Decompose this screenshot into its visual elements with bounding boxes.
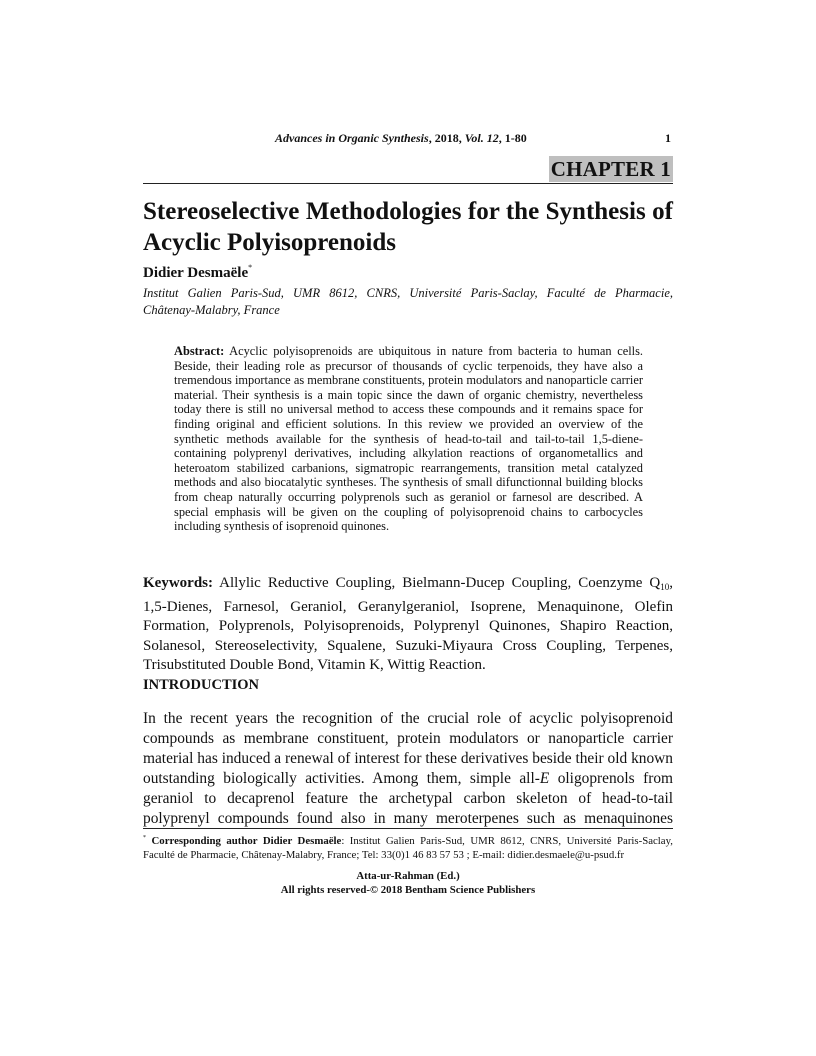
footnote-line-2: Faculté de Pharmacie, Châtenay-Malabry, France; Tel: 33(0)1 46 83 57 53 ; E-mail: didier.desmaele@u-psud.fr	[143, 849, 625, 861]
journal-name: Advances in Organic Synthesis	[275, 131, 429, 145]
intro-text-1: In the recent years the recognition of the crucial role of acyclic polyisoprenoid compounds as membrane constituent, protein modulators or nanoparticle carrier material has induced a renewal of interest for these derivatives beside their old known outstanding biologically activities. Among them, simple all-	[143, 710, 673, 787]
abstract-label: Abstract:	[174, 344, 225, 358]
author-name	[143, 263, 252, 282]
imprint	[143, 870, 673, 897]
affiliation-line-1: Institut Galien Paris-Sud, UMR 8612, CNRS, Université Paris-Saclay, Faculté de Pharmacie,	[143, 286, 673, 300]
footnote-marker: *	[143, 835, 146, 841]
keywords-subscript: 10	[660, 582, 670, 592]
journal-year: , 2018,	[428, 131, 465, 145]
author-name-text: Didier Desmaële	[143, 265, 249, 281]
journal-pages: , 1-80	[498, 131, 527, 145]
chapter-label: CHAPTER 1	[550, 157, 671, 181]
abstract	[174, 344, 643, 534]
footnote-bold-label: Corresponding author Didier Desmaële	[151, 835, 342, 847]
journal-volume: Vol. 12	[464, 131, 499, 145]
keywords	[143, 574, 673, 676]
keywords-text-1: Allylic Reductive Coupling, Bielmann-Ducep Coupling, Coenzyme Q	[213, 575, 661, 591]
chapter-label-row	[143, 156, 673, 183]
affiliation-line-2: Châtenay-Malabry, France	[143, 303, 280, 317]
footnote-line-1	[143, 831, 673, 848]
intro-italic-e: E	[539, 770, 550, 787]
abstract-text: Acyclic polyisoprenoids are ubiquitous in nature from bacteria to human cells. Beside, their leading role as precursor of thousands of cyclic terpenoids, they have also a tremendous importance as membrane constituents, protein modulators and nanoparticle carrier material. Their synthesis is a main topic since the dawn of organic chemistry, nevertheless today there is still no universal method to access these compounds and it remains space for finding original and efficient solutions. In this review we provided an overview of the synthetic methods available for the synthesis of head-to-tail and tail-to-tail 1,5-diene-containing polyprenyl derivatives, including alkylation reactions of organometallics and heteroatom stabilized carbanions, sigmatropic rearrangements, transition metal catalyzed methods and also biocatalytic syntheses. The synthesis of small difunctionnal building blocks from cheap naturally occurring polyprenols such as geraniol or farnesol are described. A special emphasis will be given on the coupling of polyisoprenoid chains to carbocycles including synthesis of isoprenoid quinones.	[174, 344, 643, 534]
copyright-notice: All rights reserved-© 2018 Bentham Science Publishers	[280, 883, 536, 896]
keywords-text-2: , 1,5-Dienes, Farnesol, Geraniol, Geranylgeraniol, Isoprene, Menaquinone, Olefin Formation, Polyprenols, Polyisoprenoids, Polyprenyl Quinones, Shapiro Reaction, Solanesol, Stereoselectivity, Squalene, Suzuki-Miyaura Cross Coupling, Terpenes, Trisubstituted Double Bond, Vitamin K, Wittig Reaction.	[143, 575, 673, 674]
keywords-label: Keywords:	[143, 575, 213, 591]
section-heading-introduction: INTRODUCTION	[143, 677, 260, 693]
footnote-divider	[143, 828, 673, 829]
running-head	[143, 131, 673, 147]
footnote-line-1-rest: : Institut Galien Paris-Sud, UMR 8612, CNRS, Université Paris-Saclay,	[341, 835, 673, 847]
page-number: 1	[665, 131, 671, 145]
intro-text-2: oligoprenols from geraniol to decaprenol feature the archetypal carbon skeleton of head-to-tail polyprenyl compounds found also in many meroterpenes such as menaquinones	[143, 770, 673, 827]
chapter-title-line-2: Acyclic Polyisoprenoids	[143, 229, 397, 256]
introduction-paragraph	[143, 709, 673, 829]
author-affiliation	[143, 285, 673, 319]
editor-credit: Atta-ur-Rahman (Ed.)	[356, 870, 460, 882]
chapter-title-line-1: Stereoselective Methodologies for the Synthesis of	[143, 198, 673, 225]
chapter-divider	[143, 183, 673, 184]
journal-citation	[275, 131, 527, 146]
chapter-title	[143, 196, 673, 258]
author-footnote-marker: *	[248, 263, 253, 272]
footnote	[143, 831, 673, 862]
